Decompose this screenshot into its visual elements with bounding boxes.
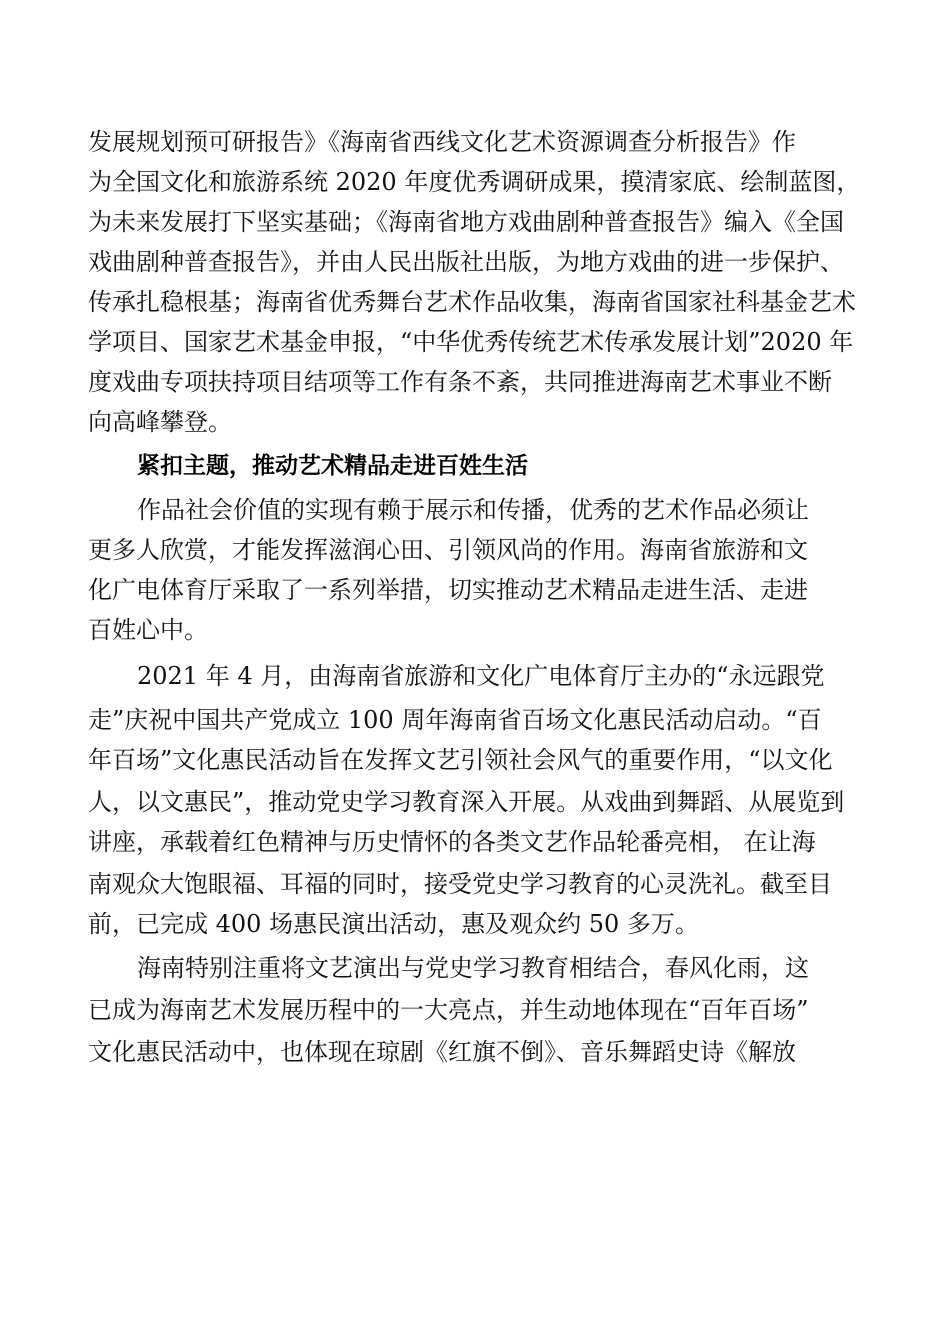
paragraph-1-line-4: 戏曲剧种普查报告》，并由人民出版社出版，为地方戏曲的进一步保护、 xyxy=(88,248,844,276)
paragraph-1-line-5: 传承扎稳根基；海南省优秀舞台艺术作品收集，海南省国家社科基金艺术 xyxy=(88,288,856,316)
paragraph-1-line-3: 为未来发展打下坚实基础；《海南省地方戏曲剧种普查报告》编入《全国 xyxy=(88,208,844,236)
paragraph-3-line-2: 走”庆祝中国共产党成立 100 周年海南省百场文化惠民活动启动。“百 xyxy=(88,706,822,734)
paragraph-1-line-8: 向高峰攀登。 xyxy=(88,408,232,436)
section-heading: 紧扣主题，推动艺术精品走进百姓生活 xyxy=(137,453,528,479)
paragraph-1-line-2: 为全国文化和旅游系统 2020 年度优秀调研成果，摸清家底、绘制蓝图， xyxy=(88,168,861,196)
paragraph-4-line-2: 已成为海南艺术发展历程中的一大亮点，并生动地体现在“百年百场” xyxy=(88,996,809,1024)
paragraph-4-line-1: 海南特别注重将文艺演出与党史学习教育相结合，春风化雨，这 xyxy=(137,954,809,982)
paragraph-3-line-5: 讲座，承载着红色精神与历史情怀的各类文艺作品轮番亮相， 在让海 xyxy=(88,828,816,856)
paragraph-2-line-4: 百姓心中。 xyxy=(88,616,208,644)
paragraph-2-line-2: 更多人欣赏，才能发挥滋润心田、引领风尚的作用。海南省旅游和文 xyxy=(88,536,808,564)
paragraph-2-line-3: 化广电体育厅采取了一系列举措，切实推动艺术精品走进生活、走进 xyxy=(88,576,808,604)
paragraph-3-line-4: 人，以文惠民”，推动党史学习教育深入开展。从戏曲到舞蹈、从展览到 xyxy=(88,788,845,816)
paragraph-3-line-1: 2021 年 4 月，由海南省旅游和文化广电体育厅主办的“永远跟党 xyxy=(137,662,825,690)
paragraph-3-line-3: 年百场”文化惠民活动旨在发挥文艺引领社会风气的重要作用，“以文化 xyxy=(88,746,833,774)
paragraph-4-line-3: 文化惠民活动中，也体现在琼剧《红旗不倒》、音乐舞蹈史诗《解放 xyxy=(88,1038,796,1066)
paragraph-2-line-1: 作品社会价值的实现有赖于展示和传播，优秀的艺术作品必须让 xyxy=(137,496,809,524)
paragraph-1-line-6: 学项目、国家艺术基金申报，“中华优秀传统艺术传承发展计划”2020 年 xyxy=(88,328,854,356)
paragraph-1-line-7: 度戏曲专项扶持项目结项等工作有条不紊，共同推进海南艺术事业不断 xyxy=(88,368,832,396)
paragraph-3-line-6: 南观众大饱眼福、耳福的同时，接受党史学习教育的心灵洗礼。截至目 xyxy=(88,870,832,898)
paragraph-3-line-7: 前，已完成 400 场惠民演出活动，惠及观众约 50 多万。 xyxy=(88,910,699,938)
paragraph-1-line-1: 发展规划预可研报告》《海南省西线文化艺术资源调查分析报告》作 xyxy=(88,128,796,156)
